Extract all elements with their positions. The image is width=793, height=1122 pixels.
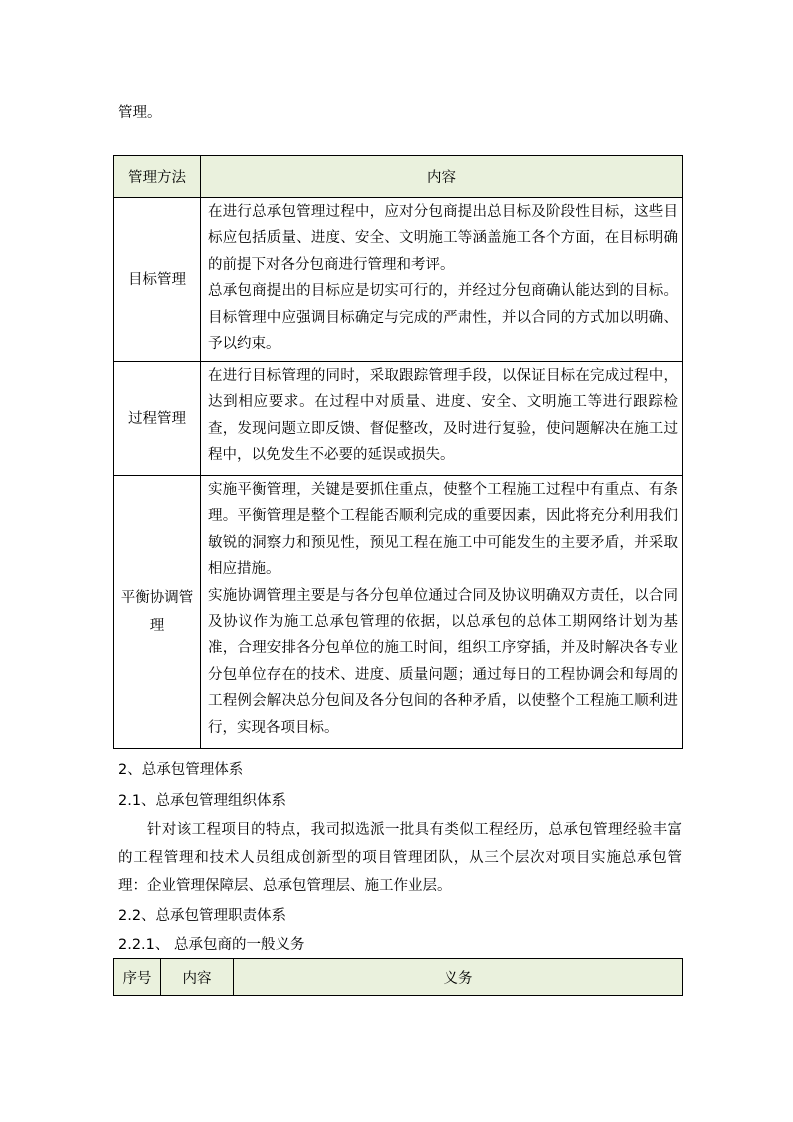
row-content-target xyxy=(201,198,683,362)
header-content: 内容 xyxy=(201,156,683,198)
paragraph: 总承包商提出的目标应是切实可行的，并经过分包商确认能达到的目标。目标管理中应强调目标确定与完成的严肃性，并以合同的方式加以明确、予以约束。 xyxy=(208,283,678,353)
table-row xyxy=(114,198,683,362)
heading-duty: 2.2、总承包管理职责体系 xyxy=(118,908,287,924)
row-label-balance: 平衡协调管理 xyxy=(114,476,201,749)
header-content: 内容 xyxy=(161,959,234,996)
row-content-balance xyxy=(201,476,683,749)
management-methods-table xyxy=(113,155,683,749)
paragraph: 在进行目标管理的同时，采取跟踪管理手段，以保证目标在完成过程中，达到相应要求。在过程中对质量、进度、安全、文明施工等进行跟踪检查，发现问题立即反馈、督促整改，及时进行复验，使问题解决在施工过程中，以免发生不必要的延误或损失。 xyxy=(208,368,678,464)
paragraph: 在进行总承包管理过程中，应对分包商提出总目标及阶段性目标，这些目标应包括质量、进度、安全、文明施工等涵盖施工各个方面，在目标明确的前提下对各分包商进行管理和考评。 xyxy=(208,204,678,273)
lead-text: 管理。 xyxy=(118,105,162,121)
heading-system: 2、总承包管理体系 xyxy=(118,762,244,778)
row-label-process: 过程管理 xyxy=(114,362,201,476)
table-row xyxy=(114,362,683,476)
table-header-row xyxy=(114,959,683,996)
row-content-process xyxy=(201,362,683,476)
paragraph: 实施协调管理主要是与各分包单位通过合同及协议明确双方责任，以合同及协议作为施工总承包管理的依据，以总承包的总体工期网络计划为基准，合理安排各分包单位的施工时间，组织工序穿插，并及时解决各专业分包单位存在的技术、进度、质量问题；通过每日的工程协调会和每周的工程例会解决总分包间及各分包间的各种矛盾，以使整个工程施工顺利进行，实现各项目标。 xyxy=(208,587,678,736)
table-header-row xyxy=(114,156,683,198)
header-obligation: 义务 xyxy=(234,959,683,996)
org-paragraph: 针对该工程项目的特点，我司拟选派一批具有类似工程经历，总承包管理经验丰富的工程管理和技术人员组成创新型的项目管理团队，从三个层次对项目实施总承包管理：企业管理保障层、总承包管理层、施工作业层。 xyxy=(118,822,682,894)
heading-org: 2.1、总承包管理组织体系 xyxy=(118,793,287,809)
row-label-target: 目标管理 xyxy=(114,198,201,362)
header-number: 序号 xyxy=(114,959,161,996)
header-method: 管理方法 xyxy=(114,156,201,198)
table-row xyxy=(114,476,683,749)
paragraph: 实施平衡管理，关键是要抓住重点，使整个工程施工过程中有重点、有条理。平衡管理是整个工程能否顺利完成的重要因素，因此将充分利用我们敏锐的洞察力和预见性，预见工程在施工中可能发生的主要矛盾，并采取相应措施。 xyxy=(208,482,678,578)
heading-general: 2.2.1、 总承包商的一般义务 xyxy=(118,937,305,953)
obligations-table xyxy=(113,958,683,996)
